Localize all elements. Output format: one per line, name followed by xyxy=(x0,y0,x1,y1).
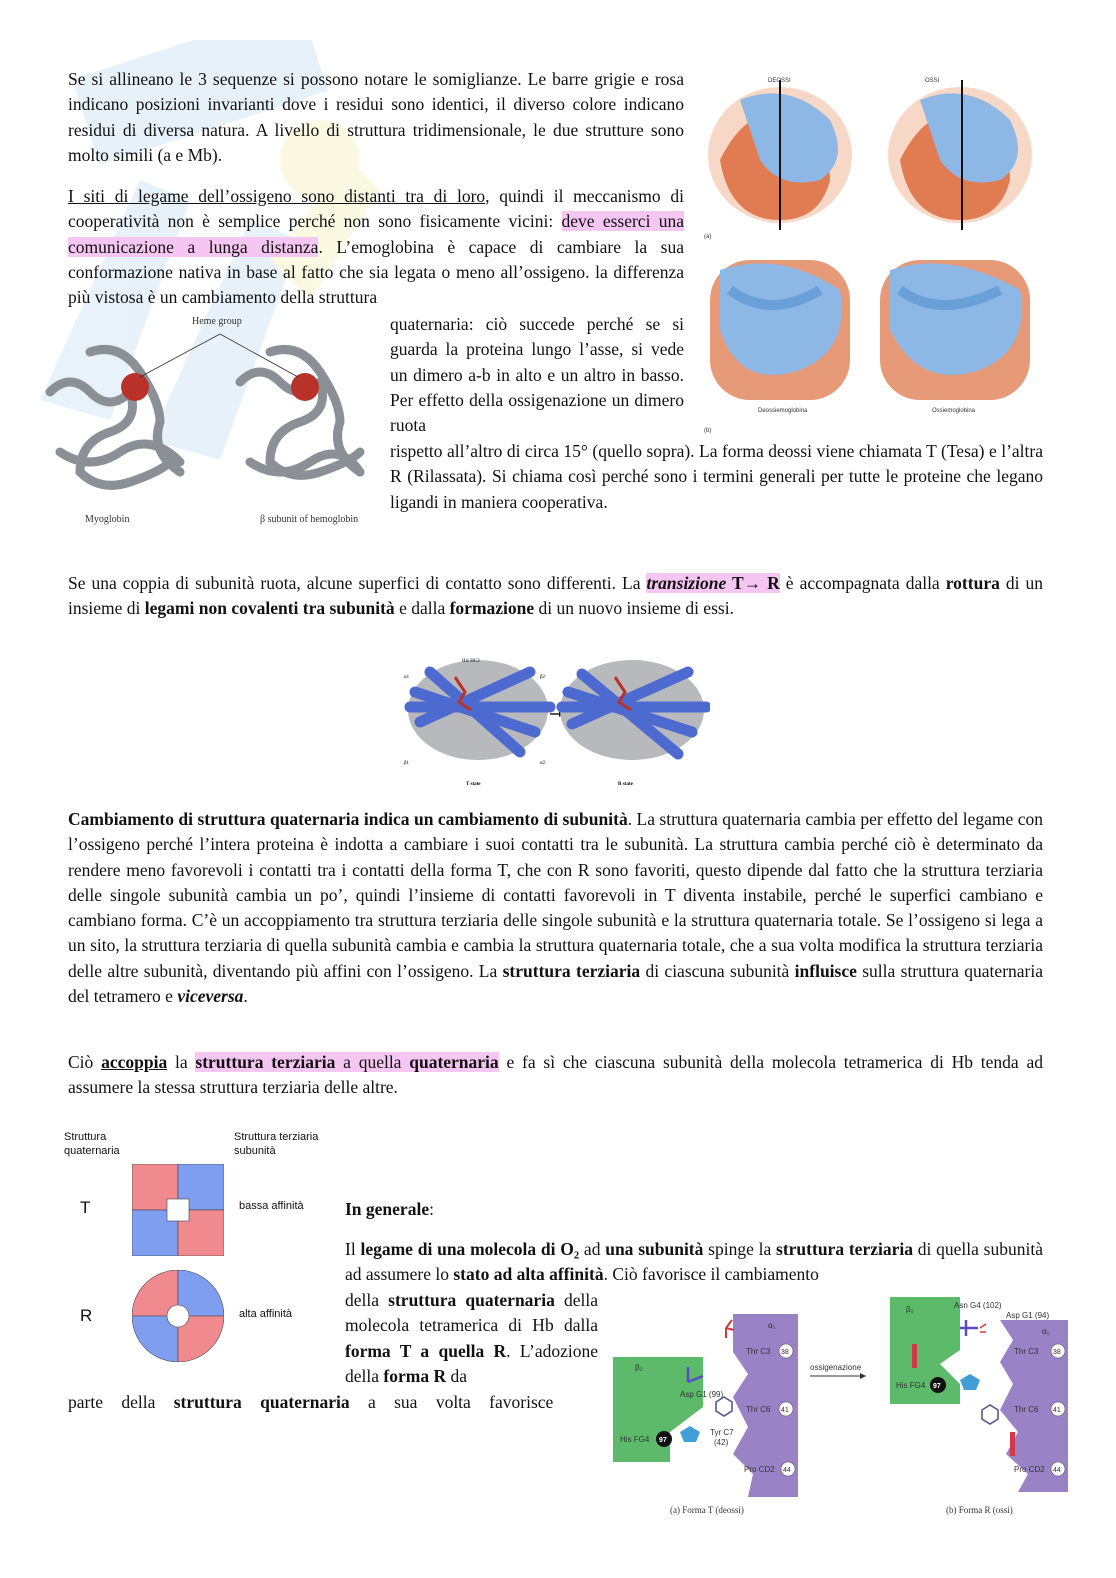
deoxy-label: Deossiemoglobina xyxy=(758,408,808,414)
tag-b: (b) xyxy=(704,428,712,434)
t-state-label: T state xyxy=(466,782,481,787)
svg-text:41: 41 xyxy=(781,1407,789,1414)
beta-subunit-label: β subunit of hemoglobin xyxy=(260,514,359,525)
high-affinity-label: alta affinità xyxy=(239,1308,293,1320)
beta2-block-t xyxy=(613,1357,703,1462)
svg-text:44: 44 xyxy=(1053,1467,1061,1474)
r-state-circle xyxy=(132,1270,224,1362)
svg-text:44: 44 xyxy=(783,1467,791,1474)
low-affinity-label: bassa affinità xyxy=(239,1200,304,1212)
figure-hemoglobin-views xyxy=(700,70,1050,435)
heme-icon xyxy=(291,373,319,401)
underlined-text: I siti di legame dell’ossigeno sono distanti tra di loro xyxy=(68,186,486,206)
pro-cd2-label: Pro CD2 xyxy=(744,1465,775,1474)
svg-text:(42): (42) xyxy=(714,1438,729,1447)
asn-g4-label: Asn G4 (102) xyxy=(954,1301,1002,1310)
tag-a: (a) xyxy=(704,234,712,240)
r-label: R xyxy=(80,1306,93,1325)
t-state-structure xyxy=(408,660,550,760)
paragraph-general-last: parte della struttura quaternaria a sua volta favorisce xyxy=(68,1392,554,1412)
his-label: His HC3 xyxy=(462,659,480,664)
r-state-structure xyxy=(560,660,706,760)
beta2-label: β2 xyxy=(540,675,546,680)
asp-g1-r-label: Asp G1 (94) xyxy=(1006,1311,1050,1320)
paragraph-oxygen-sites: I siti di legame dell’ossigeno sono distanti tra di loro, quindi il meccanismo di cooperatività non è semplice perché non sono fisicamente vicini: deve esserci una comunicazione a lunga distanza. L’emoglobina è capace di cambiare la sua conformazione nativa in base al fatto che sia legata o meno all’ossigeno. la differenza più vistosa è un cambiamento della struttura xyxy=(68,186,685,308)
heading-in-generale: In generale: xyxy=(345,1199,434,1219)
col-tertiary-label: Struttura terziaria subunità xyxy=(234,1131,319,1157)
r-state-label: R state xyxy=(618,782,633,787)
paragraph-transition: Se una coppia di subunità ruota, alcune superfici di contatto sono differenti. La transizione T→ R è accompagnata dalla rottura di un insieme di legami non covalenti tra subunità e dalla formazione di un nuovo insieme di essi. xyxy=(68,573,1043,619)
alpha1-label: α1 xyxy=(404,675,410,680)
figure-myoglobin-hemoglobin xyxy=(30,312,380,542)
svg-text:97: 97 xyxy=(659,1437,667,1444)
paragraph-wrap-text: quaternaria: ciò succede perché se si guarda la proteina lungo l’asse, si vede un dimero a-b in alto e un altro in basso. Per effetto della ossigenazione un dimero ruota xyxy=(390,314,684,436)
deoxy-bottom-view xyxy=(710,260,850,400)
pro-cd2-r-label: Pro CD2 xyxy=(1014,1465,1045,1474)
transition-term: transizione T→ R xyxy=(646,573,780,593)
paragraph-general: Il legame di una molecola di O₂ ad una subunità spinge la struttura terziaria di quella subunità ad assumere lo stato ad alta affinità. Ciò favorisce il cambiamento xyxy=(345,1239,1043,1285)
t-state-square xyxy=(132,1164,224,1256)
svg-text:38: 38 xyxy=(1053,1349,1061,1356)
thr-c6-r-label: Thr C6 xyxy=(1014,1405,1039,1414)
ossi-label: OSSI xyxy=(925,78,940,84)
myoglobin-structure xyxy=(50,350,180,486)
thr-c3-label: Thr C3 xyxy=(746,1347,771,1356)
myoglobin-label: Myoglobin xyxy=(85,514,130,525)
caption-b: (b) Forma R (ossi) xyxy=(946,1505,1013,1515)
svg-text:41: 41 xyxy=(1053,1407,1061,1414)
thr-c3-r-label: Thr C3 xyxy=(1014,1347,1039,1356)
deoxy-top-view xyxy=(708,78,852,230)
heme-group-label: Heme group xyxy=(192,316,242,327)
alpha1-label-t: α₁ xyxy=(768,1321,776,1330)
paragraph-sequence-alignment: Se si allineano le 3 sequenze si possono notare le somiglianze. Le barre grigie e rosa indicano posizioni invarianti dove i residui sono identici, il diverso colore indicano residui di diversa natura. A livello di struttura tridimensionale, le due strutture sono molto simili (a e Mb). xyxy=(68,69,684,165)
figure-t-r-diagram xyxy=(64,1130,334,1370)
oxy-top-view xyxy=(888,78,1032,230)
figure-subunit-contacts xyxy=(608,1292,1073,1524)
paragraph-coupling: Ciò accoppia la struttura terziaria a quella quaternaria e fa sì che ciascuna subunità della molecola tetramerica di Hb tenda ad assumere la stessa struttura terziaria delle altre. xyxy=(68,1052,1043,1098)
highlighted-text: struttura terziaria a quella quaternaria xyxy=(195,1052,499,1072)
col-quaternary-label: Struttura quaternaria xyxy=(64,1131,120,1157)
his-fg4-label-t: His FG4 xyxy=(620,1435,650,1444)
paragraph-tension-relaxed: rispetto all’altro di circa 15° (quello sopra). La forma deossi viene chiamata T (Tesa) e l’altra R (Rilassata). Si chiama così perché sono i termini generali per tutte le proteine che legano ligandi in maniera cooperativa. xyxy=(390,441,1043,512)
beta-subunit-structure xyxy=(240,350,360,476)
beta2-label-r: β₂ xyxy=(906,1305,914,1314)
oxy-label: Ossiemoglobina xyxy=(932,408,976,414)
t-label: T xyxy=(80,1198,91,1217)
ossigenazione-label: ossigenazione xyxy=(810,1363,862,1372)
alpha1-label-r: α₁ xyxy=(1042,1327,1050,1336)
asp-g1-label: Asp G1 (99) xyxy=(680,1390,724,1399)
svg-text:97: 97 xyxy=(933,1383,941,1390)
highlighted-text: deve esserci una comunicazione a lunga distanza xyxy=(68,211,684,257)
his-fg4-label-r: His FG4 xyxy=(896,1381,926,1390)
tyr-c7-label: Tyr C7 xyxy=(710,1428,734,1437)
thr-c6-label: Thr C6 xyxy=(746,1405,771,1414)
oxy-bottom-view xyxy=(880,260,1030,400)
paragraph-quaternary-change: Cambiamento di struttura quaternaria indica un cambiamento di subunità. La struttura quaternaria cambia per effetto del legame con l’ossigeno perché l’intera proteina è indotta a cambiare i suoi contatti tra le subunità. La struttura cambia perché ciò è determinato da rendere meno favorevoli i contatti tra i contatti della forma T, che con R sono favoriti, questo dipende dal fatto che la struttura terziaria delle singole subunità cambia un po’, quindi l’insieme di contatti favorevoli in T diventa instabile, perché le superfici cambiano e cambiano forma. C’è un accoppiamento tra struttura terziaria delle singole subunità e la struttura quaternaria totale. Se l’ossigeno si lega a un sito, la struttura terziaria di quella subunità cambia e cambia la struttura quaternaria totale, che a sua volta modifica la struttura terziaria delle altre subunità, diventando più affini con l’ossigeno. La struttura terziaria di ciascuna subunità influisce sulla struttura quaternaria del tetramero e viceversa. xyxy=(68,809,1043,1007)
beta1-label: β1 xyxy=(404,761,410,766)
paragraph-general-wrap: della struttura quaternaria della molecola tetramerica di Hb dalla forma T a quella R. L’adozione della forma R da xyxy=(345,1290,598,1386)
caption-a: (a) Forma T (deossi) xyxy=(670,1505,744,1515)
beta2-label-t: β₂ xyxy=(635,1363,643,1372)
figure-t-to-r-transition xyxy=(400,652,710,792)
svg-text:38: 38 xyxy=(781,1349,789,1356)
heme-icon xyxy=(121,373,149,401)
deossi-label: DEOSSI xyxy=(768,78,791,84)
arrow-icon xyxy=(860,1373,866,1379)
alpha2-label: α2 xyxy=(540,761,546,766)
